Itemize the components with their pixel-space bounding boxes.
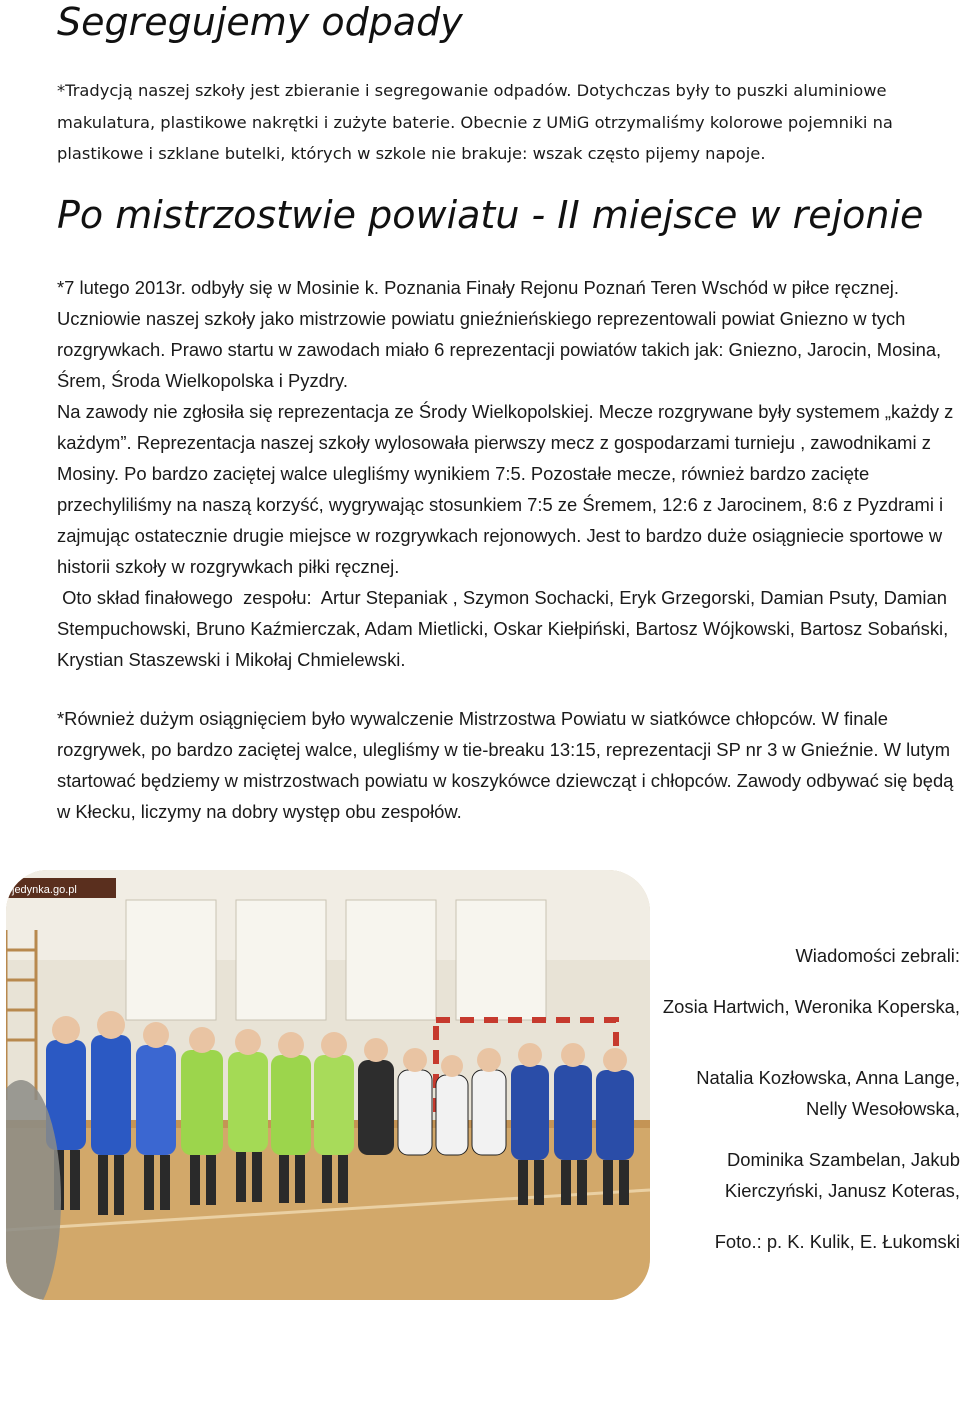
credits-authors-group: Dominika Szambelan, Jakub Kierczyński, Janusz Koteras,	[724, 1149, 960, 1201]
section-title-handball: Po mistrzostwie powiatu - II miejsce w rejonie	[57, 193, 924, 237]
banner-text: jedynka.go.pl	[12, 884, 77, 896]
recycling-paragraph: *Tradycją naszej szkoły jest zbieranie i segregowanie odpadów. Dotychczas były to puszki aluminiowe makulatura, plastikowe nakrętki i zużyte baterie. Obecnie z UMiG otrzymaliśmy kolorowe pojemniki na plastikowe i szklane butelki, których w szkole nie brakuje: wszak często pijemy napoje.	[57, 81, 893, 163]
credits-block	[660, 940, 960, 1257]
team-roster-paragraph: Oto skład finałowego zespołu: Artur Stepaniak , Szymon Sochacki, Eryk Grzegorski, Damian Psuty, Damian Stempuchowski, Bruno Kaźmierczak, Adam Mietlicki, Oskar Kiełpiński, Bartosz Wójkowski, Bartosz Sobański, Krystian Staszewski i Mikołaj Chmielewski.	[57, 587, 954, 670]
handball-paragraph: *7 lutego 2013r. odbyły się w Mosinie k. Poznania Finały Rejonu Poznań Teren Wschód w piłce ręcznej. Uczniowie naszej szkoły jako mistrzowie powiatu gnieźnieńskiego reprezentowali powiat Gniezno w tych rozgrywkach. Prawo startu w zawodach miało 6 reprezentacji powiatów takich jak: Gniezno, Jarocin, Mosina, Śrem, Środa Wielkopolska i Pyzdry.	[57, 277, 942, 391]
photo-credit: Foto.: p. K. Kulik, E. Łukomski	[714, 1231, 960, 1252]
credits-heading: Wiadomości zebrali:	[795, 945, 960, 966]
volleyball-article	[57, 703, 957, 827]
handball-paragraph: Na zawody nie zgłosiła się reprezentacja ze Środy Wielkopolskiej. Mecze rozgrywane były systemem „każdy z każdym”. Reprezentacja naszej szkoły wylosowała pierwszy mecz z gospodarzami turnieju , zawodnikami z Mosiny. Po bardzo zaciętej walce ulegliśmy wynikiem 7:5. Pozostałe mecze, również bardzo zacięte przechyliliśmy na naszą korzyść, wygrywając stosunkiem 7:5 ze Śremem, 12:6 z Jarocinem, 8:6 z Pyzdrami i zajmując ostatecznie drugie miejsce w rozgrywkach rejonowych. Jest to bardzo duże osiągniecie sportowe w historii szkoły w rozgrywkach piłki ręcznej.	[57, 401, 954, 577]
section-title-recycling: Segregujemy odpady	[57, 0, 463, 44]
team-photo	[6, 870, 650, 1300]
handball-article	[57, 272, 957, 675]
credits-authors-group: Zosia Hartwich, Weronika Koperska,	[662, 996, 960, 1017]
credits-authors-group: Natalia Kozłowska, Anna Lange, Nelly Wesołowska,	[696, 1067, 960, 1119]
volleyball-paragraph: *Również dużym osiągnięciem było wywalczenie Mistrzostwa Powiatu w siatkówce chłopców. W finale rozgrywek, po bardzo zaciętej walce, ulegliśmy w tie-breaku 13:15, reprezentacji SP nr 3 w Gnieźnie. W lutym startować będziemy w mistrzostwach powiatu w koszykówce dziewcząt i chłopców. Zawody odbywać się będą w Kłecku, liczymy na dobry występ obu zespołów.	[57, 708, 954, 822]
